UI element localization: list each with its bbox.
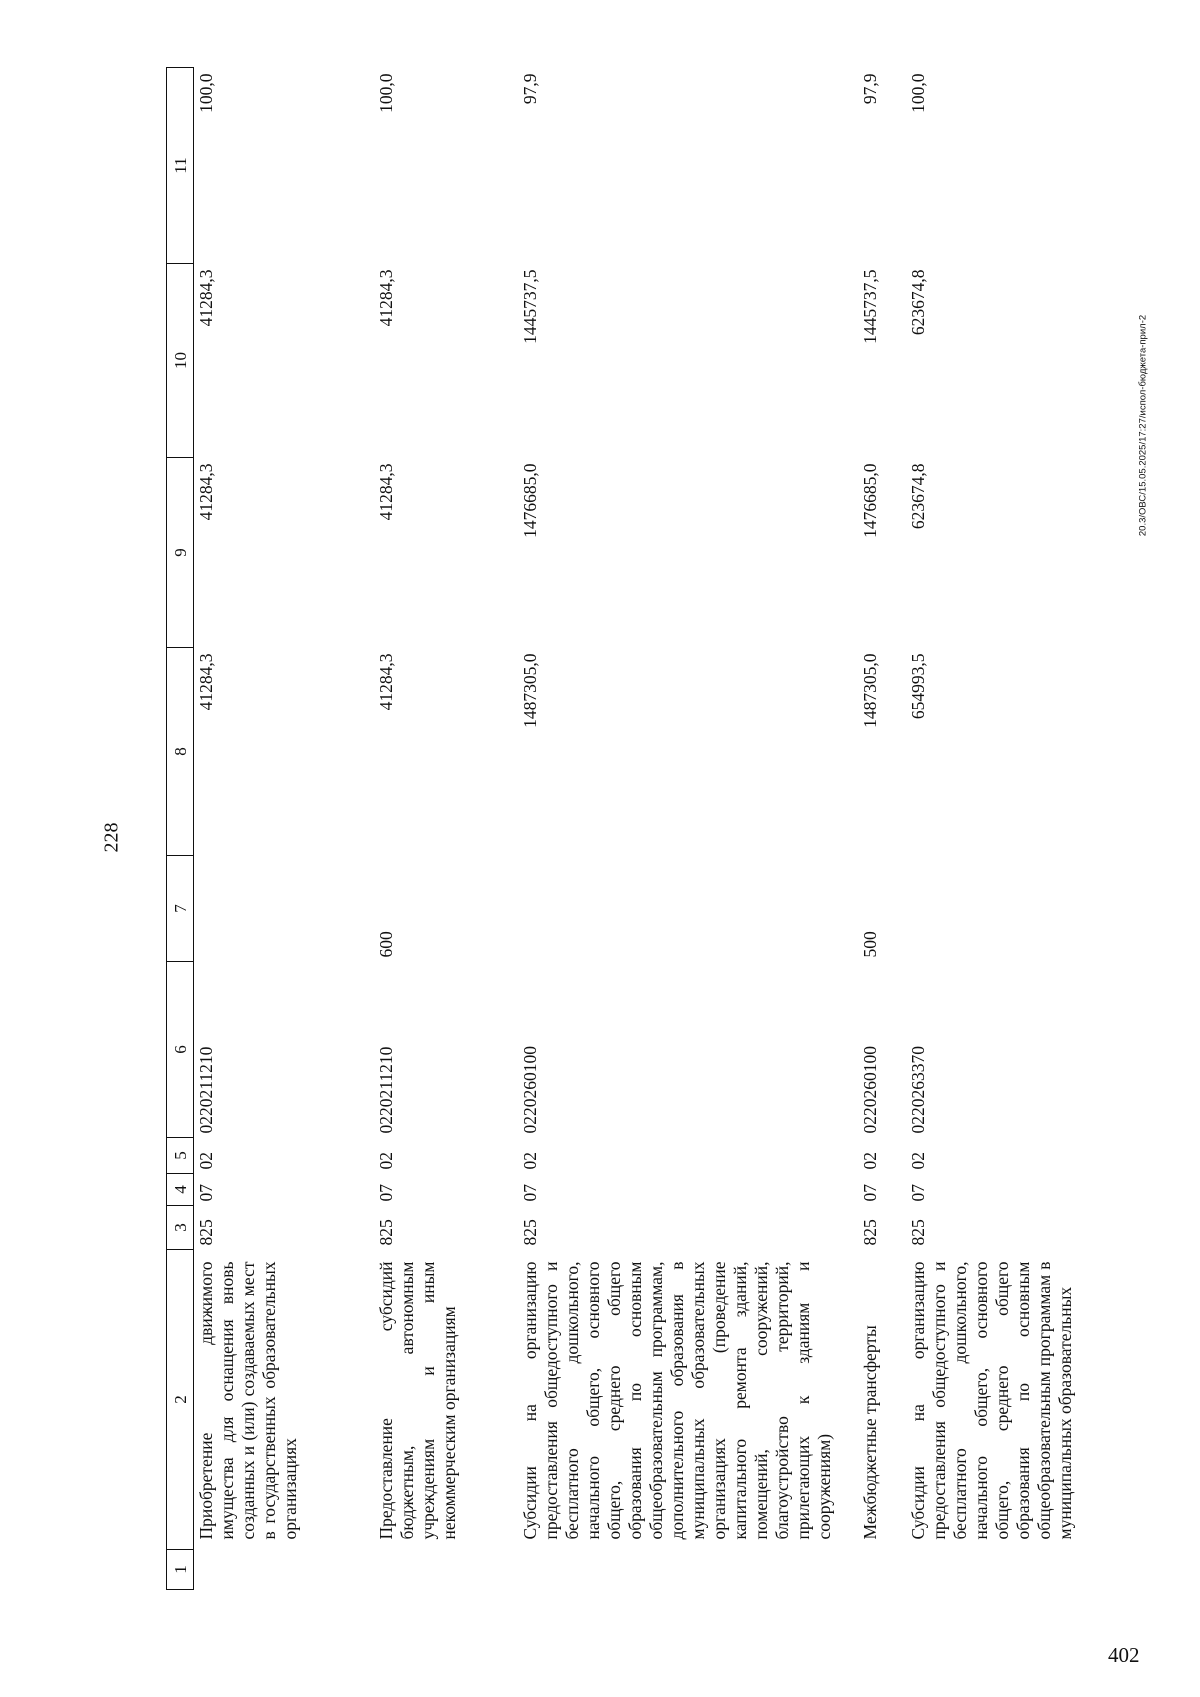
- amount-col9-cell: 623674,8: [908, 463, 928, 530]
- ministry-code-cell: 825: [860, 1219, 880, 1246]
- subsection-code-cell: 02: [908, 1152, 928, 1170]
- amount-col8-cell: 654993,5: [908, 653, 928, 720]
- subsection-code-cell: 02: [376, 1152, 396, 1170]
- col-header-10: 10: [167, 264, 194, 458]
- col-header-8: 8: [167, 648, 194, 856]
- amount-col10-cell: 41284,3: [196, 269, 216, 327]
- ministry-code-cell: 825: [520, 1219, 540, 1246]
- col-header-9: 9: [167, 458, 194, 648]
- expense-type-cell: [906, 856, 1078, 962]
- budget-table: [166, 67, 1078, 1590]
- amount-col8-cell: 41284,3: [376, 653, 396, 711]
- expense-type-cell: [194, 856, 371, 962]
- col-header-4: 4: [167, 1174, 194, 1206]
- section-code-cell: 07: [520, 1184, 540, 1202]
- section-code-cell: 07: [908, 1184, 928, 1202]
- percent-cell: 100,0: [376, 73, 396, 113]
- page-header-number: 228: [100, 822, 123, 853]
- col-header-3: 3: [167, 1206, 194, 1250]
- row-index-cell: [856, 1550, 906, 1590]
- expense-type-cell: 500: [860, 931, 880, 958]
- target-article-cell: 0220211210: [376, 1046, 396, 1134]
- subsection-code-cell: 02: [860, 1152, 880, 1170]
- amount-col10-cell: 41284,3: [376, 269, 396, 327]
- row-index-cell: [370, 1550, 514, 1590]
- amount-col10-cell: 1445737,5: [520, 269, 540, 344]
- col-header-6: 6: [167, 962, 194, 1138]
- row-name-cell: Субсидии на организацию предоставления общедоступного и бесплатного дошкольного, начального общего, основного общего, среднего общего образования по основным общеобразовательным программам, дополнительного образования в муниципальных образовательных организациях (проведение капитального ремонта зданий, помещений, сооружений, благоустройство территорий, прилегающих к зданиям и сооружениям): [520, 1261, 834, 1540]
- row-name-cell: Субсидии на организацию предоставления общедоступного и бесплатного дошкольного, начального общего, основного общего, среднего общего образования по основным общеобразовательным программам в муниципальных образовательных: [908, 1261, 1075, 1540]
- col-header-1: 1: [167, 1550, 194, 1590]
- row-name-cell: Приобретение движимого имущества для оснащения вновь созданных и (или) создаваемых мест в государственных образовательных организациях: [196, 1261, 300, 1540]
- col-header-11: 11: [167, 68, 194, 264]
- table-row: [370, 68, 514, 1590]
- ministry-code-cell: 825: [908, 1219, 928, 1246]
- amount-col9-cell: 41284,3: [376, 463, 396, 521]
- rotated-table-container: [166, 68, 1075, 1590]
- section-code-cell: 07: [376, 1184, 396, 1202]
- footer-note-text: 20.3/ОВС/15.05.2025/17:27/испол-бюджета-прил-2: [1137, 314, 1149, 537]
- amount-col8-cell: 1487305,0: [860, 653, 880, 728]
- amount-col9-cell: 41284,3: [196, 463, 216, 521]
- subsection-code-cell: 02: [520, 1152, 540, 1170]
- amount-col9-cell: 1476685,0: [860, 463, 880, 538]
- page-number: 402: [1108, 1643, 1140, 1667]
- row-index-cell: [514, 1550, 856, 1590]
- section-code-cell: 07: [196, 1184, 216, 1202]
- subsection-code-cell: 02: [196, 1152, 216, 1170]
- row-name-cell: Межбюджетные трансферты: [860, 1325, 880, 1540]
- amount-col10-cell: 1445737,5: [860, 269, 880, 344]
- col-header-5: 5: [167, 1138, 194, 1174]
- percent-cell: 100,0: [908, 73, 928, 113]
- target-article-cell: 0220211210: [196, 1046, 216, 1134]
- col-header-2: 2: [167, 1250, 194, 1550]
- column-number-header: [167, 68, 194, 1590]
- ministry-code-cell: 825: [376, 1219, 396, 1246]
- amount-col8-cell: 41284,3: [196, 653, 216, 711]
- percent-cell: 100,0: [196, 73, 216, 113]
- row-name-cell: Предоставление субсидий бюджетным, автономным учреждениям и иным некоммерческим организациям: [376, 1261, 459, 1540]
- expense-type-cell: 600: [376, 931, 396, 958]
- table-row: [194, 68, 371, 1590]
- col-header-7: 7: [167, 856, 194, 962]
- target-article-cell: 0220260100: [860, 1046, 880, 1134]
- amount-col10-cell: 623674,8: [908, 269, 928, 336]
- row-index-cell: [906, 1550, 1078, 1590]
- table-row: [856, 68, 906, 1590]
- target-article-cell: 0220260100: [520, 1046, 540, 1134]
- expense-type-cell: [514, 856, 856, 962]
- row-index-cell: [194, 1550, 371, 1590]
- amount-col9-cell: 1476685,0: [520, 463, 540, 538]
- table-row: [906, 68, 1078, 1590]
- section-code-cell: 07: [860, 1184, 880, 1202]
- table-row: [514, 68, 856, 1590]
- percent-cell: 97,9: [860, 73, 880, 105]
- target-article-cell: 0220263370: [908, 1046, 928, 1134]
- ministry-code-cell: 825: [196, 1219, 216, 1246]
- amount-col8-cell: 1487305,0: [520, 653, 540, 728]
- percent-cell: 97,9: [520, 73, 540, 105]
